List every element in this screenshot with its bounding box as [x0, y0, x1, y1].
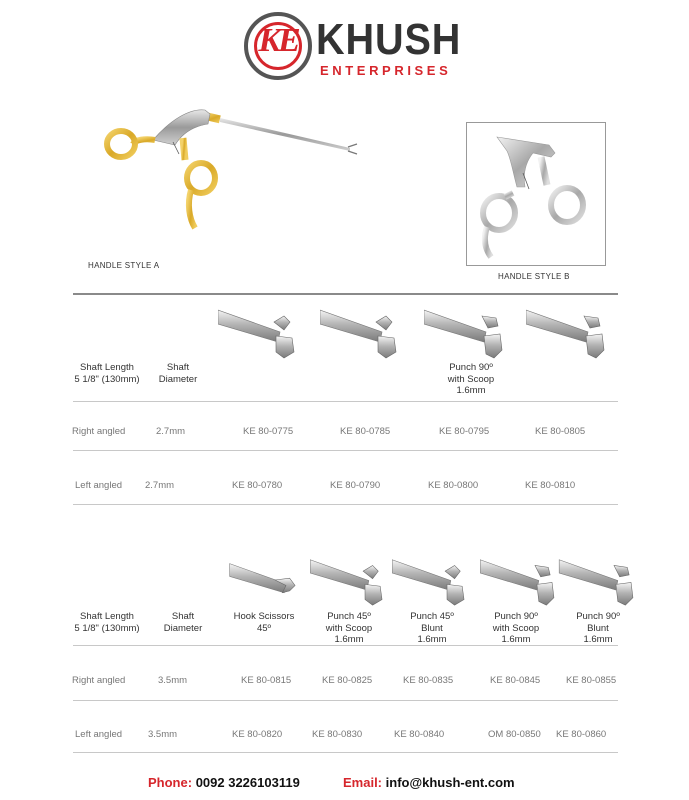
table2-row1-diameter: 3.5mm	[158, 675, 188, 686]
table2-shaft-diameter-header: Shaft Diameter	[163, 611, 203, 634]
footer-email	[343, 775, 515, 790]
table2-row1-label: Right angled	[72, 675, 126, 686]
table1-row1-code-2: KE 80-0785	[340, 426, 391, 437]
email-address[interactable]: info@khush-ent.com	[385, 775, 515, 790]
company-logo	[244, 12, 462, 82]
handle-style-b-label: HANDLE STYLE B	[498, 272, 570, 281]
logo-tagline: ENTERPRISES	[320, 63, 452, 78]
phone-label: Phone:	[148, 775, 193, 790]
table1-shaft-length-header: Shaft Length 5 1/8" (130mm)	[74, 362, 140, 385]
table2-tip-label-2: Punch 45º with Scoop 1.6mm	[325, 611, 373, 645]
table2-tip-label-1: Hook Scissors 45º	[233, 611, 295, 634]
table2-row1-code-4: KE 80-0845	[490, 675, 541, 686]
table2-row1-code-1: KE 80-0815	[241, 675, 292, 686]
table2-row1-code-3: KE 80-0835	[403, 675, 454, 686]
logo-name: KHUSH	[316, 15, 462, 64]
table2-row2-code-5: KE 80-0860	[556, 729, 607, 740]
table1-row2-code-1: KE 80-0780	[232, 480, 283, 491]
table2-tip-label-5: Punch 90º Blunt 1.6mm	[576, 611, 620, 645]
table2-row2-diameter: 3.5mm	[148, 729, 178, 740]
footer-phone	[148, 775, 300, 790]
table2-row2-code-2: KE 80-0830	[312, 729, 363, 740]
table1-row2-code-3: KE 80-0800	[428, 480, 479, 491]
table1-shaft-diameter-header: Shaft Diameter	[158, 362, 198, 385]
table1-row2-label: Left angled	[75, 480, 123, 491]
table1-row2-code-2: KE 80-0790	[330, 480, 381, 491]
table1-row1-code-1: KE 80-0775	[243, 426, 294, 437]
section-divider	[73, 293, 618, 295]
table1-row1-code-3: KE 80-0795	[439, 426, 490, 437]
table1-row1-code-4: KE 80-0805	[535, 426, 586, 437]
table2-tip-image-5	[558, 556, 636, 608]
table1-row1-label: Right angled	[72, 426, 126, 437]
table2-row2-label: Left angled	[75, 729, 123, 740]
handle-style-a-label: HANDLE STYLE A	[88, 261, 160, 270]
table2-tip-image-4	[480, 556, 556, 608]
table2-row1-code-5: KE 80-0855	[566, 675, 617, 686]
table1-tip-image-2	[320, 306, 400, 361]
table1-tip-image-4	[526, 306, 606, 361]
table1-tip-image-3	[424, 306, 504, 361]
table2-tip-label-4: Punch 90º with Scoop 1.6mm	[492, 611, 540, 645]
handle-style-b-frame	[466, 122, 606, 266]
table2-tip-image-1	[226, 560, 306, 610]
table1-row1-diameter: 2.7mm	[156, 426, 186, 437]
table2-tip-label-3: Punch 45º Blunt 1.6mm	[410, 611, 454, 645]
table2-row2-code-4: OM 80-0850	[488, 729, 541, 740]
phone-number[interactable]: 0092 3226103119	[195, 775, 300, 790]
handle-style-b-image	[467, 123, 607, 267]
table2-tip-image-2	[310, 556, 386, 608]
table2-row2-code-1: KE 80-0820	[232, 729, 283, 740]
handle-style-a-image	[95, 100, 365, 240]
email-label: Email:	[343, 775, 383, 790]
table1-tip-label-3: Punch 90º with Scoop 1.6mm	[447, 362, 495, 396]
table1-row2-diameter: 2.7mm	[145, 480, 175, 491]
table2-tip-image-3	[392, 556, 468, 608]
table2-shaft-length-header: Shaft Length 5 1/8" (130mm)	[74, 611, 140, 634]
table1-tip-image-1	[218, 306, 298, 361]
table2-row2-code-3: KE 80-0840	[394, 729, 445, 740]
logo-monogram: KE	[258, 22, 298, 59]
table2-row1-code-2: KE 80-0825	[322, 675, 373, 686]
table1-row2-code-4: KE 80-0810	[525, 480, 576, 491]
